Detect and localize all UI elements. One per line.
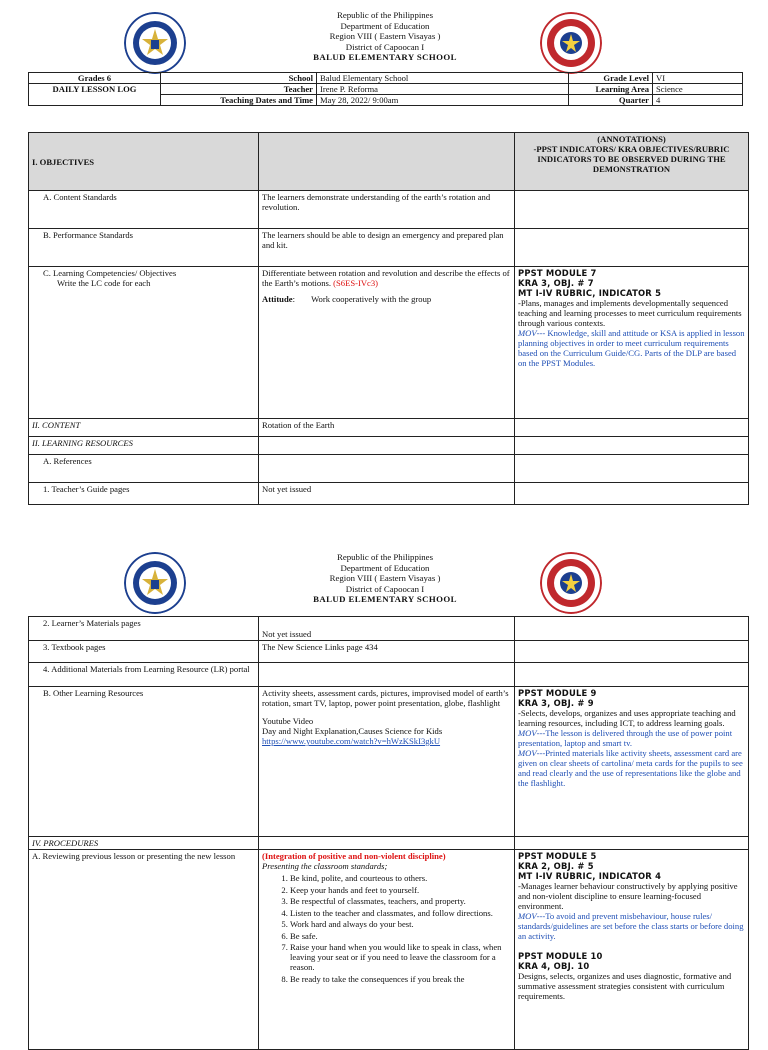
ppst9-mov1-label: MOV [518,728,537,738]
teachers-guide-value: Not yet issued [259,483,515,505]
quarter-label: Quarter [569,95,653,106]
learning-area-label: Learning Area [569,84,653,95]
annotations-title: (ANNOTATIONS) [597,134,666,144]
lr-portal-label: 4. Additional Materials from Learning Resource (LR) portal [29,663,259,687]
deped-seal-icon [124,552,186,614]
ppst9-kra: KRA 3, OBJ. # 9 [518,698,594,708]
youtube-label: Youtube Video [262,716,314,726]
lc-label-line1: C. Learning Competencies/ Objectives [43,268,177,278]
teacher-value: Irene P. Reforma [317,84,569,95]
references-value [259,455,515,483]
ppst5-annotation [515,850,749,1050]
department-line: Department of Education [340,562,430,573]
learning-resources-annotation [515,437,749,455]
classroom-standards [259,850,515,1050]
objectives-heading-blank [259,133,515,191]
other-resources-list: Activity sheets, assessment cards, pictures, improvised model of earth’s rotation, smart TV, laptop, power point presentation, globe, flashlight [262,688,509,708]
textbook-annotation [515,641,749,663]
quarter-value: 4 [653,95,743,106]
annotations-subtitle: -PPST INDICATORS/ KRA OBJECTIVES/RUBRIC INDICATORS TO BE OBSERVED DURING THE DEMONSTRATION [533,144,730,174]
textbook-value: The New Science Links page 434 [259,641,515,663]
procedures-table [28,616,749,1050]
page-gap [0,520,768,540]
integration-note: (Integration of positive and non-violent discipline) [262,851,446,861]
procedures-annotation [515,837,749,850]
ppst10-description: Designs, selects, organizes and uses diagnostic, formative and summative assessment strategies consistent with curriculum requirements. [518,971,732,1001]
region-line: Region VIII ( Eastern Visayas ) [329,31,441,42]
ppst7-annotation [515,267,749,419]
ppst9-module: PPST MODULE 9 [518,688,597,698]
standard-item: 6. Be safe. [290,931,511,941]
performance-standards-annotation [515,229,749,267]
school-seal-icon [540,12,602,74]
textbook-label: 3. Textbook pages [29,641,259,663]
info-table [28,72,743,106]
standard-item: 3. Be respectful of classmates, teachers, and property. [290,896,511,906]
procedures-value [259,837,515,850]
ppst5-mov: ---To avoid and prevent misbehaviour, house rules/ standards/guidelines are set before the class starts or before doing an activity. [518,911,744,941]
school-name: BALUD ELEMENTARY SCHOOL [313,52,457,63]
school-label: School [161,73,317,84]
lc-text: Differentiate between rotation and revolution and describe the effects of the Earth’s motions. [262,268,510,288]
lc-label-line2: Write the LC code for each [57,278,151,288]
ppst9-mov2-label: MOV [518,748,537,758]
region-line: Region VIII ( Eastern Visayas ) [329,573,441,584]
teachers-guide-annotation [515,483,749,505]
objectives-table [28,132,749,505]
school-name: BALUD ELEMENTARY SCHOOL [313,594,457,605]
standard-item: 2. Keep your hands and feet to yourself. [290,885,511,895]
standard-item: 5. Work hard and always do your best. [290,919,511,929]
ppst9-mov2: ---Printed materials like activity sheets, assessment card are given on clear sheets of cartolina/ meta cards for the pupils to see and read clearly and the use of representations like the globe and the flashlight. [518,748,743,788]
lr-portal-value [259,663,515,687]
youtube-link[interactable]: https://www.youtube.com/watch?v=hWzKSkI3gkU [262,736,441,746]
ppst5-kra: KRA 2, OBJ. # 5 [518,861,594,871]
content-annotation [515,419,749,437]
procedures-label: IV. PROCEDURES [29,837,259,850]
district-line: District of Capoocan I [345,583,425,594]
ppst5-description: -Manages learner behaviour constructively by applying positive and non-violent discipline to ensure learning-focused environment. [518,881,738,911]
attitude-value: Work cooperatively with the group [311,294,432,304]
attitude-label: Attitude [262,294,293,304]
standard-item: 8. Be ready to take the consequences if you break the [290,974,511,984]
ppst9-annotation [515,687,749,837]
school-header [270,10,500,63]
other-resources-label: B. Other Learning Resources [29,687,259,837]
ppst9-description: -Selects, develops, organizes and uses appropriate teaching and learning resources, including ICT, to address learning goals. [518,708,736,728]
content-standards-annotation [515,191,749,229]
teachers-guide-label: 1. Teacher’s Guide pages [29,483,259,505]
ppst5-rubric: MT I-IV RUBRIC, INDICATOR 4 [518,871,662,881]
review-lesson-label: A. Reviewing previous lesson or presenting the new lesson [29,850,259,1050]
learners-materials-annotation [515,617,749,641]
lr-portal-annotation [515,663,749,687]
other-resources-value [259,687,515,837]
ppst7-module: PPST MODULE 7 [518,268,597,278]
dates-value: May 28, 2022/ 9:00am [317,95,569,106]
school-value: Balud Elementary School [317,73,569,84]
content-value: Rotation of the Earth [259,419,515,437]
standard-item: 7. Raise your hand when you would like to speak in class, when leaving your seat or if you need to leave the classroom for a reason. [290,942,511,972]
standard-item: 1. Be kind, polite, and courteous to others. [290,873,511,883]
learning-competencies-label [29,267,259,419]
department-line: Department of Education [340,20,430,31]
dll-cell: DAILY LESSON LOG [29,84,161,106]
grade-level-value: VI [653,73,743,84]
district-line: District of Capoocan I [345,41,425,52]
page-1 [0,0,768,520]
performance-standards-value: The learners should be able to design an emergency and prepared plan and kit. [259,229,515,267]
references-annotation [515,455,749,483]
dates-label: Teaching Dates and Time [161,95,317,106]
ppst7-description: -Plans, manages and implements developmentally sequenced teaching and learning processes to meet curriculum requirements through various contexts. [518,298,742,328]
content-standards-label: A. Content Standards [29,191,259,229]
learning-area-value: Science [653,84,743,95]
republic-line: Republic of the Philippines [336,552,434,562]
learners-materials-label: 2. Learner’s Materials pages [29,617,259,641]
ppst9-mov1: ---The lesson is delivered through the use of power point presentation, laptop and smart tv. [518,728,733,748]
youtube-title: Day and Night Explanation,Causes Science for Kids [262,726,443,736]
deped-seal-icon [124,12,186,74]
presenting-standards: Presenting the classroom standards; [262,861,388,871]
school-seal-icon [540,552,602,614]
lc-code: (S6ES-IVc3) [333,278,379,288]
ppst7-kra: KRA 3, OBJ. # 7 [518,278,594,288]
standards-list [276,873,511,984]
school-header [270,552,500,605]
ppst10-module: PPST MODULE 10 [518,951,603,961]
teacher-label: Teacher [161,84,317,95]
standard-item: 4. Listen to the teacher and classmates, and follow directions. [290,908,511,918]
ppst7-rubric: MT I-IV RUBRIC, INDICATOR 5 [518,288,662,298]
learning-resources-value [259,437,515,455]
ppst7-mov-label: MOV [518,328,537,338]
republic-line: Republic of the Philippines [336,10,434,20]
objectives-heading: I. OBJECTIVES [29,133,259,191]
learners-materials-value: Not yet issued [259,617,515,641]
grades-cell: Grades 6 [29,73,161,84]
content-label: II. CONTENT [29,419,259,437]
grade-level-label: Grade Level [569,73,653,84]
references-label: A. References [29,455,259,483]
content-standards-value: The learners demonstrate understanding of the earth’s rotation and revolution. [259,191,515,229]
learning-competencies-value: Differentiate between rotation and revolution and describe the effects of the Earth’s motions. (S6ES-IVc3) Attitude: Work cooperatively with the group [259,267,515,419]
ppst5-mov-label: MOV [518,911,537,921]
annotations-heading [515,133,749,191]
ppst10-kra: KRA 4, OBJ. 10 [518,961,590,971]
performance-standards-label: B. Performance Standards [29,229,259,267]
learning-resources-label: II. LEARNING RESOURCES [29,437,259,455]
ppst5-module: PPST MODULE 5 [518,851,597,861]
ppst7-mov: --- Knowledge, skill and attitude or KSA is applied in lesson planning objectives in order to meet curriculum requirements based on the Curriculum Guide/CG. Parts of the DLP are based on the PPST Modules. [518,328,745,368]
